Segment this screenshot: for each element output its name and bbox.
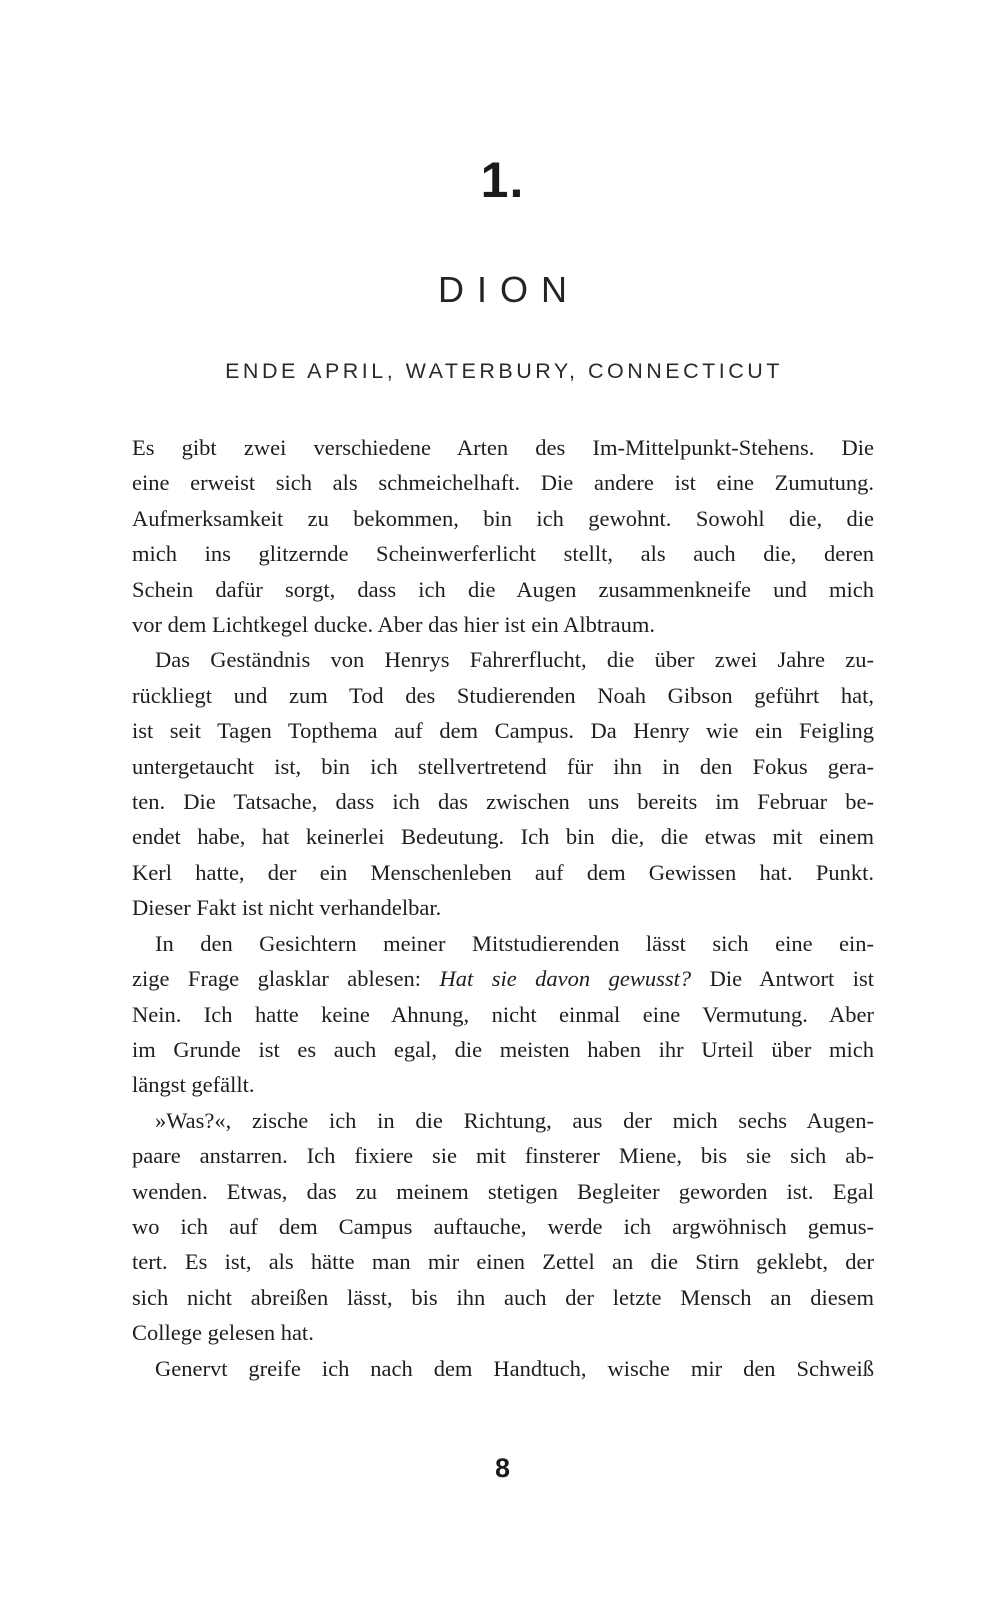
text-segment: untergetaucht ist, bin ich stellvertretend für ihn in den Fokus gera- [132, 753, 874, 779]
text-segment: Das Geständnis von Henrys Fahrerflucht, die über zwei Jahre zu- [155, 647, 874, 673]
body-text [132, 430, 874, 1386]
text-segment: Kerl hatte, der ein Menschenleben auf dem Gewissen hat. Punkt. [132, 859, 874, 885]
text-segment: mich ins glitzernde Scheinwerferlicht stellt, als auch die, deren [132, 541, 874, 567]
text-segment: Dieser Fakt ist nicht verhandelbar. [132, 895, 442, 921]
text-segment: Genervt greife ich nach dem Handtuch, wische mir den Schweiß [155, 1355, 874, 1381]
text-segment: paare anstarren. Ich fixiere sie mit finsterer Miene, bis sie sich ab- [132, 1143, 874, 1169]
text-line [132, 536, 874, 571]
text-segment: tert. Es ist, als hätte man mir einen Zettel an die Stirn geklebt, der [132, 1249, 874, 1275]
text-line [132, 997, 874, 1032]
chapter-title: DION [438, 269, 580, 310]
text-line [132, 642, 874, 677]
text-segment: rückliegt und zum Tod des Studierenden Noah Gibson geführt hat, [132, 682, 874, 708]
text-line [132, 784, 874, 819]
text-segment: ist seit Tagen Topthema auf dem Campus. Da Henry wie ein Feigling [132, 718, 874, 744]
text-line [132, 430, 874, 465]
text-line [132, 819, 874, 854]
text-segment: In den Gesichtern meiner Mitstudierenden lässt sich eine ein- [155, 930, 874, 956]
text-segment: wenden. Etwas, das zu meinem stetigen Begleiter geworden ist. Egal [132, 1178, 874, 1204]
text-line [132, 926, 874, 961]
text-segment: Nein. Ich hatte keine Ahnung, nicht einmal eine Vermutung. Aber [132, 1001, 874, 1027]
chapter-dateline: ENDE APRIL, WATERBURY, CONNECTICUT [225, 359, 783, 383]
text-line [132, 855, 874, 890]
text-line [132, 572, 874, 607]
chapter-number: 1. [480, 152, 525, 208]
text-line [132, 1067, 874, 1102]
text-segment: sich nicht abreißen lässt, bis ihn auch der letzte Mensch an diesem [132, 1284, 874, 1310]
text-line [132, 1209, 874, 1244]
text-segment: eine erweist sich als schmeichelhaft. Die andere ist eine Zumutung. [132, 470, 874, 496]
text-line [132, 749, 874, 784]
text-segment: wo ich auf dem Campus auftauche, werde ich argwöhnisch gemus- [132, 1213, 874, 1239]
text-line [132, 1244, 874, 1279]
text-line [132, 607, 874, 642]
text-line [132, 890, 874, 925]
text-segment: College gelesen hat. [132, 1320, 314, 1346]
text-line [132, 465, 874, 500]
paragraph [132, 642, 874, 925]
text-line [132, 501, 874, 536]
text-segment: Aufmerksamkeit zu bekommen, bin ich gewohnt. Sowohl die, die [132, 505, 874, 531]
paragraph [132, 1103, 874, 1351]
text-segment: Es gibt zwei verschiedene Arten des Im-Mittelpunkt-Stehens. Die [132, 435, 874, 460]
text-line [132, 1138, 874, 1173]
italic-text: Hat sie davon gewusst? [439, 966, 692, 992]
paragraph [132, 926, 874, 1103]
text-segment: Schein dafür sorgt, dass ich die Augen zusammenkneife und mich [132, 576, 874, 602]
page-number: 8 [494, 1453, 511, 1483]
text-segment: endet habe, hat keinerlei Bedeutung. Ich bin die, die etwas mit einem [132, 824, 874, 850]
text-line [132, 1315, 874, 1350]
paragraph [132, 430, 874, 642]
text-line [132, 1280, 874, 1315]
text-segment: längst gefällt. [132, 1072, 255, 1098]
text-line [132, 961, 874, 996]
text-line [132, 1351, 874, 1386]
text-line [132, 1174, 874, 1209]
text-line [132, 1032, 874, 1067]
text-segment: Die Antwort ist [691, 966, 874, 992]
paragraph [132, 1351, 874, 1386]
text-segment: ten. Die Tatsache, dass ich das zwischen uns bereits im Februar be- [132, 789, 874, 815]
text-segment: vor dem Lichtkegel ducke. Aber das hier ist ein Albtraum. [132, 612, 655, 638]
text-segment: zige Frage glasklar ablesen: [132, 966, 440, 992]
text-segment: »Was?«, zische ich in die Richtung, aus der mich sechs Augen- [155, 1107, 874, 1133]
text-segment: im Grunde ist es auch egal, die meisten haben ihr Urteil über mich [132, 1036, 874, 1062]
text-line [132, 713, 874, 748]
text-line [132, 678, 874, 713]
text-line [132, 1103, 874, 1138]
